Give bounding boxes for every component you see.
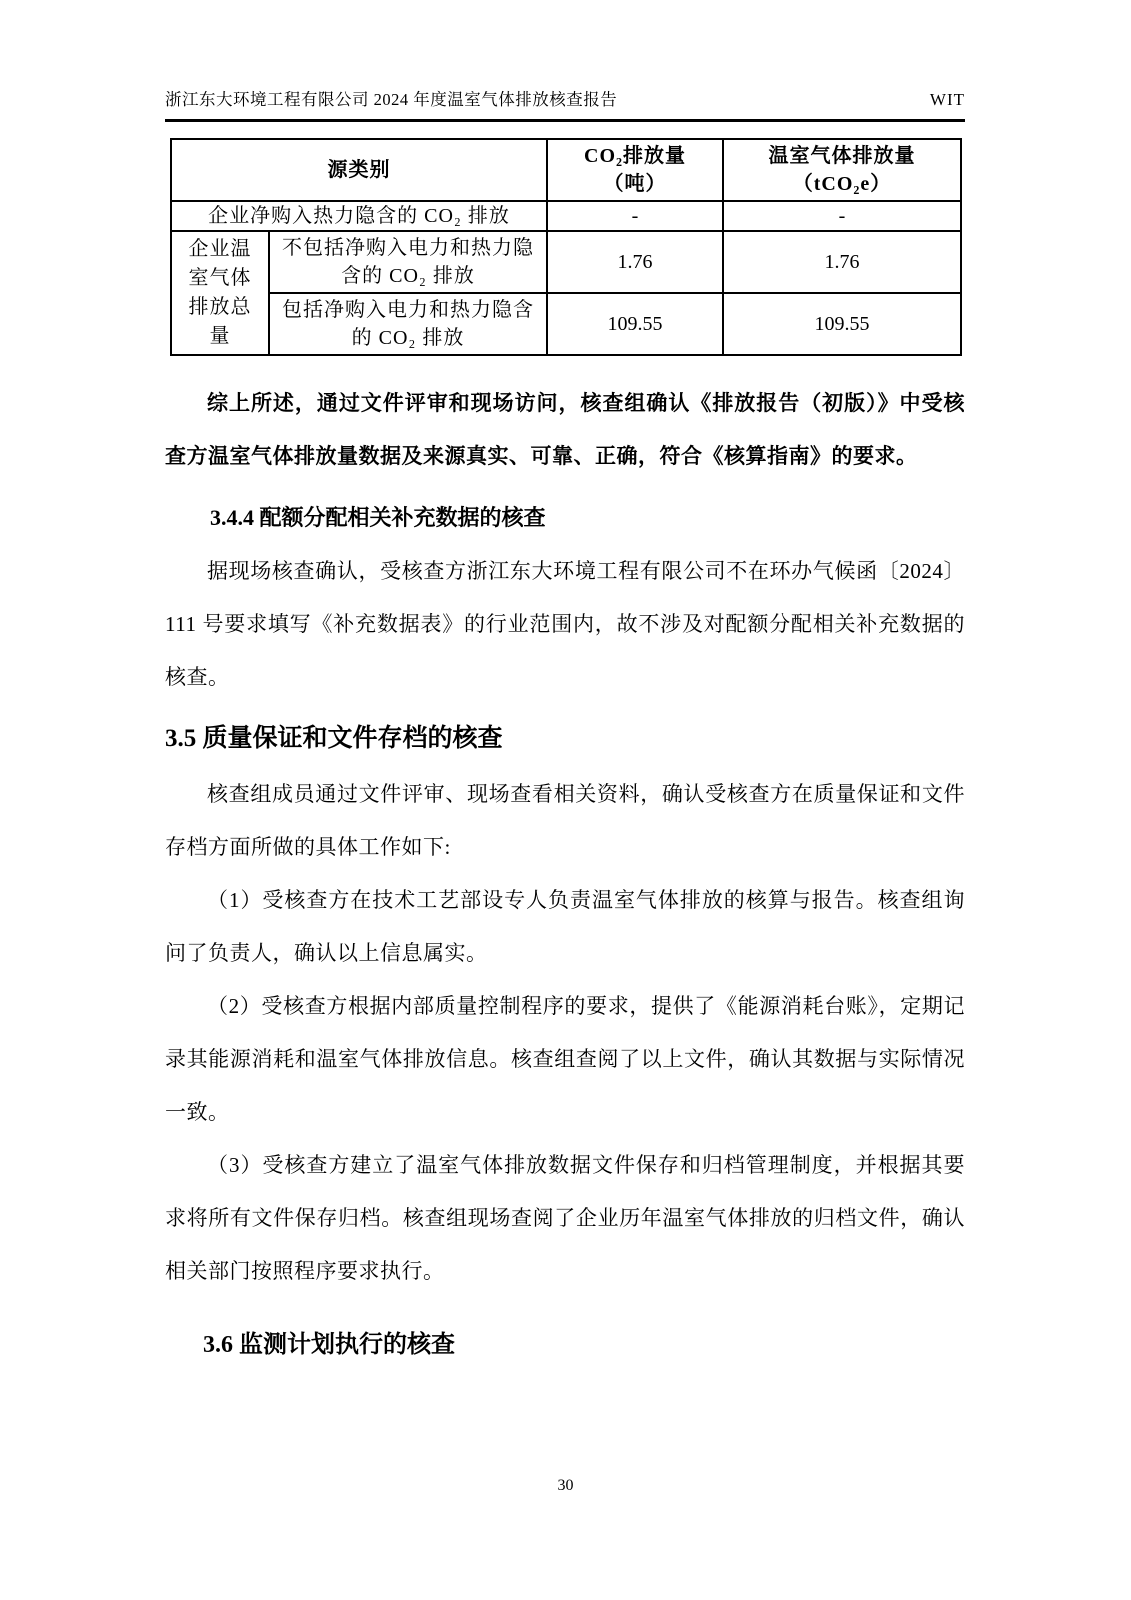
table-header-row (171, 139, 961, 201)
list-item-1: （1）受核查方在技术工艺部设专人负责温室气体排放的核算与报告。核查组询问了负责人，确认以上信息属实。 (165, 888, 965, 965)
page-header (165, 0, 965, 122)
paragraph-3-4-4: 据现场核查确认，受核查方浙江东大环境工程有限公司不在环办气候函〔2024〕111 号要求填写《补充数据表》的行业范围内，故不涉及对配额分配相关补充数据的核查。 (165, 559, 965, 689)
table-header-ghg-line2: （tCO₂e） (792, 173, 892, 195)
table-header-co2-line1: CO₂排放量 (584, 145, 686, 167)
table-cell-heat-ghg: - (723, 201, 961, 231)
list-item-2: （2）受核查方根据内部质量控制程序的要求，提供了《能源消耗台账》，定期记录其能源消耗和温室气体排放信息。核查组查阅了以上文件，确认其数据与实际情况一致。 (165, 994, 965, 1124)
table-row-excluding (171, 231, 961, 293)
table-cell-including-label: 包括净购入电力和热力隐含的 CO₂ 排放 (269, 293, 547, 355)
heading-3-4-4: 3.4.4 配额分配相关补充数据的核查 (210, 505, 546, 530)
table-cell-heat-label: 企业净购入热力隐含的 CO₂ 排放 (171, 201, 547, 231)
table-header-co2-line2: （吨） (603, 173, 667, 195)
list-item-3: （3）受核查方建立了温室气体排放数据文件保存和归档管理制度，并根据其要求将所有文件保存归档。核查组现场查阅了企业历年温室气体排放的归档文件，确认相关部门按照程序要求执行。 (165, 1153, 965, 1283)
table-cell-excluding-co2: 1.76 (547, 231, 723, 293)
table-header-ghg (723, 139, 961, 201)
table-cell-including-co2: 109.55 (547, 293, 723, 355)
page-number: 30 (557, 1477, 574, 1494)
table-header-ghg-line1: 温室气体排放量 (768, 145, 916, 167)
table-row-including (171, 293, 961, 355)
table-cell-excluding-ghg: 1.76 (723, 231, 961, 293)
summary-paragraph: 综上所述，通过文件评审和现场访问，核查组确认《排放报告（初版）》中受核查方温室气体排放量数据及来源真实、可靠、正确，符合《核算指南》的要求。 (165, 391, 965, 468)
table-cell-heat-co2: - (547, 201, 723, 231)
table-cell-total-group: 企业温室气体排放总量 (171, 231, 269, 355)
table-cell-including-ghg: 109.55 (723, 293, 961, 355)
header-title: 浙江东大环境工程有限公司 2024 年度温室气体排放核查报告 (165, 90, 618, 109)
header-org-mark: WIT (929, 90, 965, 109)
table-cell-excluding-label: 不包括净购入电力和热力隐含的 CO₂ 排放 (269, 231, 547, 293)
emission-summary-table (170, 138, 962, 356)
heading-3-6: 3.6 监测计划执行的核查 (203, 1332, 455, 1358)
paragraph-3-5-intro: 核查组成员通过文件评审、现场查看相关资料，确认受核查方在质量保证和文件存档方面所做的具体工作如下: (165, 782, 965, 859)
table-header-co2 (547, 139, 723, 201)
table-header-source: 源类别 (171, 139, 547, 201)
heading-3-5: 3.5 质量保证和文件存档的核查 (165, 725, 503, 752)
table-row-heat (171, 201, 961, 231)
